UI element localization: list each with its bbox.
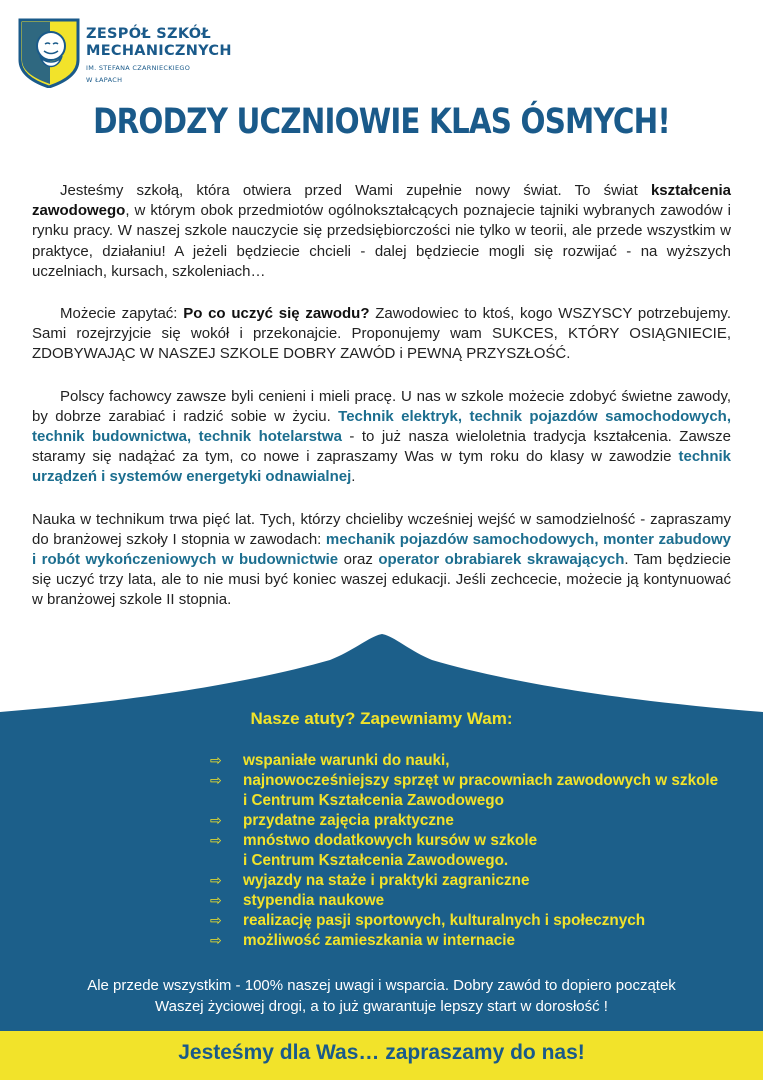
- arrow-right-icon: ⇨: [210, 753, 222, 769]
- arrow-right-icon: ⇨: [210, 893, 222, 909]
- school-name-line1: ZESPÓŁ SZKÓŁ: [86, 26, 211, 42]
- list-item: [210, 771, 750, 811]
- school-name-block: [86, 26, 232, 84]
- list-item: [210, 891, 750, 911]
- paragraph-vocational: [32, 510, 731, 611]
- bold-question: Po co uczyć się zawodu?: [183, 305, 370, 323]
- list-item: [210, 811, 750, 831]
- list-item: [210, 751, 750, 771]
- school-logo: [18, 18, 80, 88]
- arrow-right-icon: ⇨: [210, 873, 222, 889]
- text-span: Nauka w technikum trwa pięć lat. Tych, którzy chcieliby wcześniej wejść w samodzielność - zapraszamy do branżowej szkoły I stopnia w zawodach:: [32, 510, 731, 548]
- list-item-text: mnóstwo dodatkowych kursów w szkole: [243, 832, 538, 849]
- text-span: Zawodowiec to ktoś, kogo WSZYSCY potrzebujemy. Sami rozejrzyjcie się wokół i przekonajcie. Proponujemy wam SUKCES, KTÓRY OSIĄGNIECIE, ZDOBYWAJĄC W NASZEJ SZKOLE DOBRY ZAWÓD i PEWNĄ PRZYSZŁOŚĆ.: [32, 305, 731, 363]
- school-patron: IM. STEFANA CZARNIECKIEGO: [86, 64, 191, 72]
- text-span: . Tam będziecie się uczyć trzy lata, ale to nie musi być koniec waszej edukacji. Jeśli zechcecie, możecie ją kontynuować w branżowej szkole II stopnia.: [32, 551, 732, 609]
- school-name-line2: MECHANICZNYCH: [86, 43, 232, 59]
- body-text: [32, 181, 731, 633]
- list-item-text: możliwość zamieszkania w internacie: [243, 932, 516, 949]
- text-span: oraz: [338, 551, 379, 569]
- perks-list: [210, 751, 750, 951]
- list-item: [210, 871, 750, 891]
- list-item-text: stypendia naukowe: [243, 892, 385, 909]
- paragraph-why: [32, 304, 731, 365]
- page-headline: DRODZY UCZNIOWIE KLAS ÓSMYCH!: [93, 102, 670, 142]
- bold-phrase: kształcenia zawodowego: [32, 182, 731, 220]
- list-item-text: realizację pasji sportowych, kulturalnych i społecznych: [243, 912, 646, 929]
- list-item: [210, 831, 750, 871]
- arrow-right-icon: ⇨: [210, 913, 222, 929]
- list-item: [210, 931, 750, 951]
- highlight-vocational-professions: mechanik pojazdów samochodowych, monter zabudowy i robót wykończeniowych w budownictwie: [32, 530, 731, 569]
- text-span: Możecie zapytać:: [60, 305, 184, 323]
- school-location: W ŁAPACH: [86, 76, 123, 84]
- closing-line1: Ale przede wszystkim - 100% naszej uwagi i wsparcia. Dobry zawód to dopiero początek: [87, 977, 676, 994]
- highlight-new-profession: technik urządzeń i systemów energetyki odnawialnej: [32, 448, 731, 486]
- arrow-right-icon: ⇨: [210, 813, 222, 829]
- list-item: [210, 911, 750, 931]
- text-span: .: [351, 468, 356, 486]
- list-item-text: wspaniałe warunki do nauki,: [243, 752, 450, 769]
- text-span: Jesteśmy szkołą, która otwiera przed Wami zupełnie nowy świat. To świat: [60, 182, 651, 199]
- list-item-text: przydatne zajęcia praktyczne: [243, 812, 454, 829]
- highlight-professions: Technik elektryk, technik pojazdów samochodowych, technik budownictwa, technik hotelarstwa: [32, 407, 731, 446]
- paragraph-professions: [32, 387, 731, 488]
- list-item-text-cont: i Centrum Kształcenia Zawodowego.: [243, 852, 509, 869]
- list-item-text: najnowocześniejszy sprzęt w pracowniach zawodowych w szkole: [243, 772, 719, 789]
- text-span: Polscy fachowcy zawsze byli cenieni i mieli pracę. U nas w szkole możecie zdobyć świetne zawody, by dobrze zarabiać i radzić sobie w życiu.: [32, 387, 731, 425]
- arrow-right-icon: ⇨: [210, 833, 222, 849]
- footer-slogan: Jesteśmy dla Was… zapraszamy do nas!: [178, 1041, 585, 1064]
- text-span: , w którym obok przedmiotów ogólnokształcących poznajecie tajniki wybranych zawodów i rynku pracy. W naszej szkole nauczycie się przedsiębiorczości nie tylko w teorii, ale przede wszystkim w praktyce, działaniu! A jeżeli będziecie chcieli - dalej będziecie mogli się rozwijać - na wyższych uczelniach, kursach, szkoleniach…: [32, 202, 731, 280]
- shield-emblem-icon: [18, 18, 80, 88]
- paragraph-intro: [32, 181, 731, 282]
- banner-title: Nasze atuty? Zapewniamy Wam:: [250, 709, 513, 728]
- arrow-right-icon: ⇨: [210, 933, 222, 949]
- closing-line2: Waszej życiowej drogi, a to już gwarantuje lepszy start w dorosłość !: [155, 998, 608, 1015]
- arrow-right-icon: ⇨: [210, 773, 222, 789]
- text-span: - to już nasza wieloletnia tradycja kształcenia. Zawsze staramy się nadążać za tym, co nowe i zapraszamy Was w tym roku do klasy w zawodzie: [32, 428, 731, 466]
- highlight-operator: operator obrabiarek skrawających: [378, 551, 625, 569]
- list-item-text: wyjazdy na staże i praktyki zagraniczne: [243, 872, 530, 889]
- list-item-text-cont: i Centrum Kształcenia Zawodowego: [243, 792, 504, 809]
- closing-text: [0, 975, 763, 1017]
